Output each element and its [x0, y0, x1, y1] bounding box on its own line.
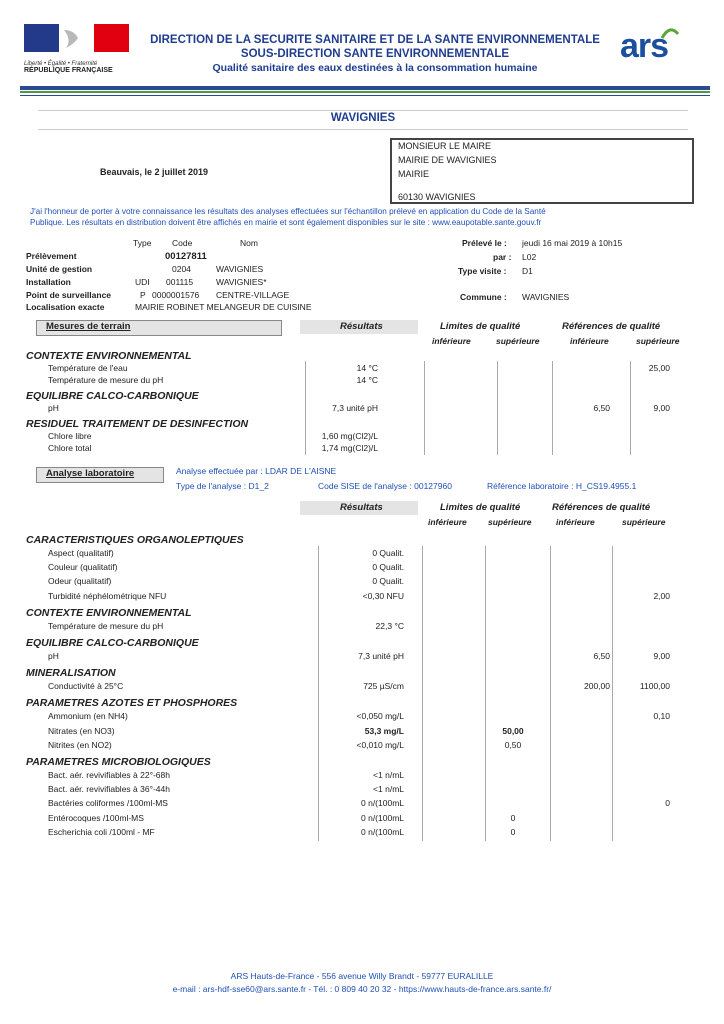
- terrain-inf-label: inférieure: [432, 336, 471, 346]
- ars-logo-text: ars: [620, 27, 669, 65]
- cell-name: Ammonium (en NH4): [48, 711, 128, 722]
- labo-sup-label: supérieure: [488, 517, 532, 527]
- installation-code: 001115: [166, 277, 194, 287]
- labo-refinf-label: inférieure: [556, 517, 595, 527]
- intro-line: J'ai l'honneur de porter à votre connaissance les résultats des analyses effectuées sur l'échantillon prélevé en application du Code de la Santé: [30, 207, 546, 216]
- header-band-thin: [20, 95, 710, 96]
- cell-result: <0,30 NFU: [362, 590, 404, 601]
- cell-name: Aspect (qualitatif): [48, 548, 114, 558]
- header-line1: DIRECTION DE LA SECURITE SANITAIRE ET DE LA SANTE ENVIRONNEMENTALE: [150, 34, 600, 46]
- footer-line2: e-mail : ars-hdf-sse60@ars.sante.fr - Tél. : 0 809 40 20 32 - https://www.hauts-de-france.ars.sante.fr/: [172, 984, 552, 994]
- labo-type: Type de l'analyse : D1_2: [176, 481, 269, 491]
- cell-result: 0 Qualit.: [372, 548, 404, 558]
- terrain-refs-label: Références de qualité: [562, 321, 661, 332]
- cell-name: Turbidité néphélométrique NFU: [48, 590, 167, 601]
- column-divider: [552, 361, 553, 455]
- section-title: PARAMETRES MICROBIOLOGIQUES: [26, 756, 211, 768]
- header-line3: Qualité sanitaire des eaux destinées à la consommation humaine: [212, 62, 538, 74]
- commune-value: WAVIGNIES: [522, 292, 570, 302]
- address-line: MONSIEUR LE MAIRE: [398, 141, 492, 151]
- address-line: 60130 WAVIGNIES: [398, 192, 476, 202]
- point-type: P: [140, 290, 146, 300]
- section-title: CONTEXTE ENVIRONNEMENTAL: [26, 350, 192, 362]
- ars-logo: [620, 28, 692, 76]
- cell-name: Nitrites (en NO2): [48, 739, 112, 750]
- column-divider: [305, 361, 306, 455]
- cell-name: Entérocoques /100ml-MS: [48, 812, 144, 823]
- cell-name: Bact. aér. revivifiables à 22°-68h: [48, 770, 170, 780]
- labo-code-sise: Code SISE de l'analyse : 00127960: [318, 481, 452, 491]
- cell-lim-sup: 0: [510, 812, 516, 823]
- cell-lim-sup: 0,50: [504, 739, 522, 750]
- section-title: MINERALISATION: [26, 667, 116, 680]
- column-divider: [424, 361, 425, 455]
- cell-name: Température de mesure du pH: [48, 620, 164, 631]
- cell-result: 7,3 unité pH: [358, 651, 404, 661]
- visite-value: D1: [522, 266, 533, 276]
- cell-name: pH: [48, 651, 59, 661]
- cell-result: 1,60 mg(Cl2)/L: [321, 431, 378, 441]
- labo-inf-label: inférieure: [428, 517, 467, 527]
- cell-name: Bactéries coliformes /100ml-MS: [48, 798, 168, 809]
- cell-result: 1,74 mg(Cl2)/L: [321, 443, 378, 453]
- cell-ref-sup: 0,10: [653, 711, 670, 722]
- cell-ref-inf: 200,00: [584, 681, 610, 692]
- cell-result: 0 n/(100mL: [361, 812, 404, 823]
- cell-name: Odeur (qualitatif): [48, 576, 112, 587]
- cell-ref-sup: 0: [665, 798, 670, 809]
- intro-line: Publique. Les résultats en distribution doivent être affichés en mairie et sont également disponibles sur le site : www.eaupotable.sante.gouv.fr: [30, 218, 542, 227]
- cell-name: Température de l'eau: [48, 363, 128, 373]
- prelevement-code: 00127811: [165, 251, 207, 262]
- section-title: RESIDUEL TRAITEMENT DE DESINFECTION: [26, 418, 249, 430]
- col-nom: Nom: [240, 238, 258, 248]
- terrain-refinf-label: inférieure: [570, 336, 609, 346]
- terrain-refsup-label: supérieure: [636, 336, 680, 346]
- cell-lim-sup: 0: [510, 826, 516, 837]
- cell-name: Conductivité à 25°C: [48, 681, 124, 692]
- point-label: Point de surveillance: [26, 290, 112, 300]
- ars-swoosh-icon: [660, 28, 680, 40]
- cell-name: Couleur (qualitatif): [48, 562, 118, 573]
- preleve-label: Prélevé le :: [462, 238, 507, 248]
- cell-result: <1 n/mL: [373, 770, 404, 780]
- labo-ref: Référence laboratoire : H_CS19.4955.1: [487, 481, 637, 491]
- cell-name: Nitrates (en NO3): [48, 725, 115, 736]
- cell-ref-inf: 6,50: [593, 651, 610, 661]
- cell-result: 7,3 unité pH: [332, 403, 378, 413]
- prelevement-label: Prélèvement: [26, 251, 77, 261]
- cell-name: Bact. aér. revivifiables à 36°-44h: [48, 784, 170, 795]
- cell-result: 0 Qualit.: [372, 576, 404, 587]
- localisation-value: MAIRIE ROBINET MELANGEUR DE CUISINE: [135, 302, 312, 312]
- preleve-value: jeudi 16 mai 2019 à 10h15: [522, 238, 623, 248]
- cell-ref-sup: 9,00: [653, 651, 670, 661]
- cell-result: 14 °C: [356, 363, 378, 373]
- par-value: L02: [522, 252, 537, 262]
- cell-result: <1 n/mL: [373, 784, 404, 795]
- section-title: EQUILIBRE CALCO-CARBONIQUE: [26, 637, 199, 649]
- installation-type: UDI: [135, 277, 150, 287]
- point-code: 0000001576: [152, 290, 200, 300]
- installation-label: Installation: [26, 277, 71, 287]
- cell-name: Chlore libre: [48, 431, 92, 441]
- marianne-logo: [24, 22, 129, 78]
- cell-result: 22,3 °C: [375, 620, 404, 631]
- cell-name: Température de mesure du pH: [48, 375, 164, 385]
- cell-result: 0 Qualit.: [372, 562, 404, 573]
- labo-effectuee: Analyse effectuée par : LDAR DE L'AISNE: [176, 466, 337, 476]
- column-divider: [497, 361, 498, 455]
- column-divider: [630, 361, 631, 455]
- column-divider: [550, 546, 551, 841]
- col-code: Code: [172, 238, 193, 248]
- labo-heading: Analyse laboratoire: [46, 468, 135, 479]
- section-title: EQUILIBRE CALCO-CARBONIQUE: [26, 390, 199, 402]
- labo-refs-label: Références de qualité: [552, 502, 651, 513]
- footer-line1: ARS Hauts-de-France - 556 avenue Willy Brandt - 59777 EURALILLE: [230, 971, 494, 981]
- marianne-name: RÉPUBLIQUE FRANÇAISE: [24, 67, 113, 74]
- cell-ref-sup: 9,00: [653, 403, 670, 413]
- par-label: par :: [493, 252, 512, 262]
- header-line2: SOUS-DIRECTION SANTE ENVIRONNEMENTALE: [240, 48, 510, 60]
- cell-lim-sup: 50,00: [502, 725, 524, 736]
- marianne-flag-icon: [24, 22, 129, 54]
- column-divider: [422, 546, 423, 841]
- address-line: MAIRIE DE WAVIGNIES: [398, 155, 497, 165]
- labo-limits-label: Limites de qualité: [440, 502, 521, 513]
- unite-label: Unité de gestion: [26, 264, 93, 274]
- col-type: Type: [133, 238, 152, 248]
- terrain-results-label: Résultats: [340, 321, 383, 332]
- cell-ref-inf: 6,50: [593, 403, 610, 413]
- point-nom: CENTRE-VILLAGE: [216, 290, 290, 300]
- cell-name: Chlore total: [48, 443, 92, 453]
- cell-result: 0 n/(100mL: [361, 798, 404, 809]
- commune-label: Commune :: [460, 292, 507, 302]
- visite-label: Type visite :: [458, 266, 507, 276]
- section-title: CONTEXTE ENVIRONNEMENTAL: [26, 606, 192, 619]
- cell-result: 725 µS/cm: [363, 681, 404, 692]
- section-title: CARACTERISTIQUES ORGANOLEPTIQUES: [26, 534, 244, 546]
- column-divider: [485, 546, 486, 841]
- cell-result: <0,010 mg/L: [356, 739, 404, 750]
- localisation-label: Localisation exacte: [26, 302, 105, 312]
- labo-results-label: Résultats: [340, 502, 383, 513]
- terrain-heading: Mesures de terrain: [46, 321, 131, 332]
- marianne-motto: Liberté • Égalité • Fraternité: [24, 61, 98, 67]
- column-divider: [612, 546, 613, 841]
- installation-nom: WAVIGNIES*: [216, 277, 267, 287]
- unite-code: 0204: [172, 264, 191, 274]
- cell-ref-sup: 25,00: [648, 363, 670, 373]
- commune-title: WAVIGNIES: [330, 112, 396, 124]
- cell-name: Escherichia coli /100ml - MF: [48, 826, 155, 837]
- column-divider: [318, 546, 319, 841]
- cell-result: 0 n/(100mL: [361, 826, 404, 837]
- section-title: PARAMETRES AZOTES ET PHOSPHORES: [26, 697, 238, 710]
- terrain-limits-label: Limites de qualité: [440, 321, 521, 332]
- cell-result: 53,3 mg/L: [364, 725, 404, 736]
- cell-result: 14 °C: [356, 375, 378, 385]
- header-band-green: [20, 91, 710, 93]
- date-line: Beauvais, le 2 juillet 2019: [100, 167, 209, 177]
- cell-ref-sup: 2,00: [653, 590, 670, 601]
- cell-name: pH: [48, 403, 59, 413]
- cell-ref-sup: 1100,00: [639, 681, 670, 692]
- address-line: MAIRIE: [398, 169, 430, 179]
- cell-result: <0,050 mg/L: [356, 711, 404, 722]
- unite-nom: WAVIGNIES: [216, 264, 264, 274]
- header-band-blue: [20, 86, 710, 90]
- labo-refsup-label: supérieure: [622, 517, 666, 527]
- terrain-sup-label: supérieure: [496, 336, 540, 346]
